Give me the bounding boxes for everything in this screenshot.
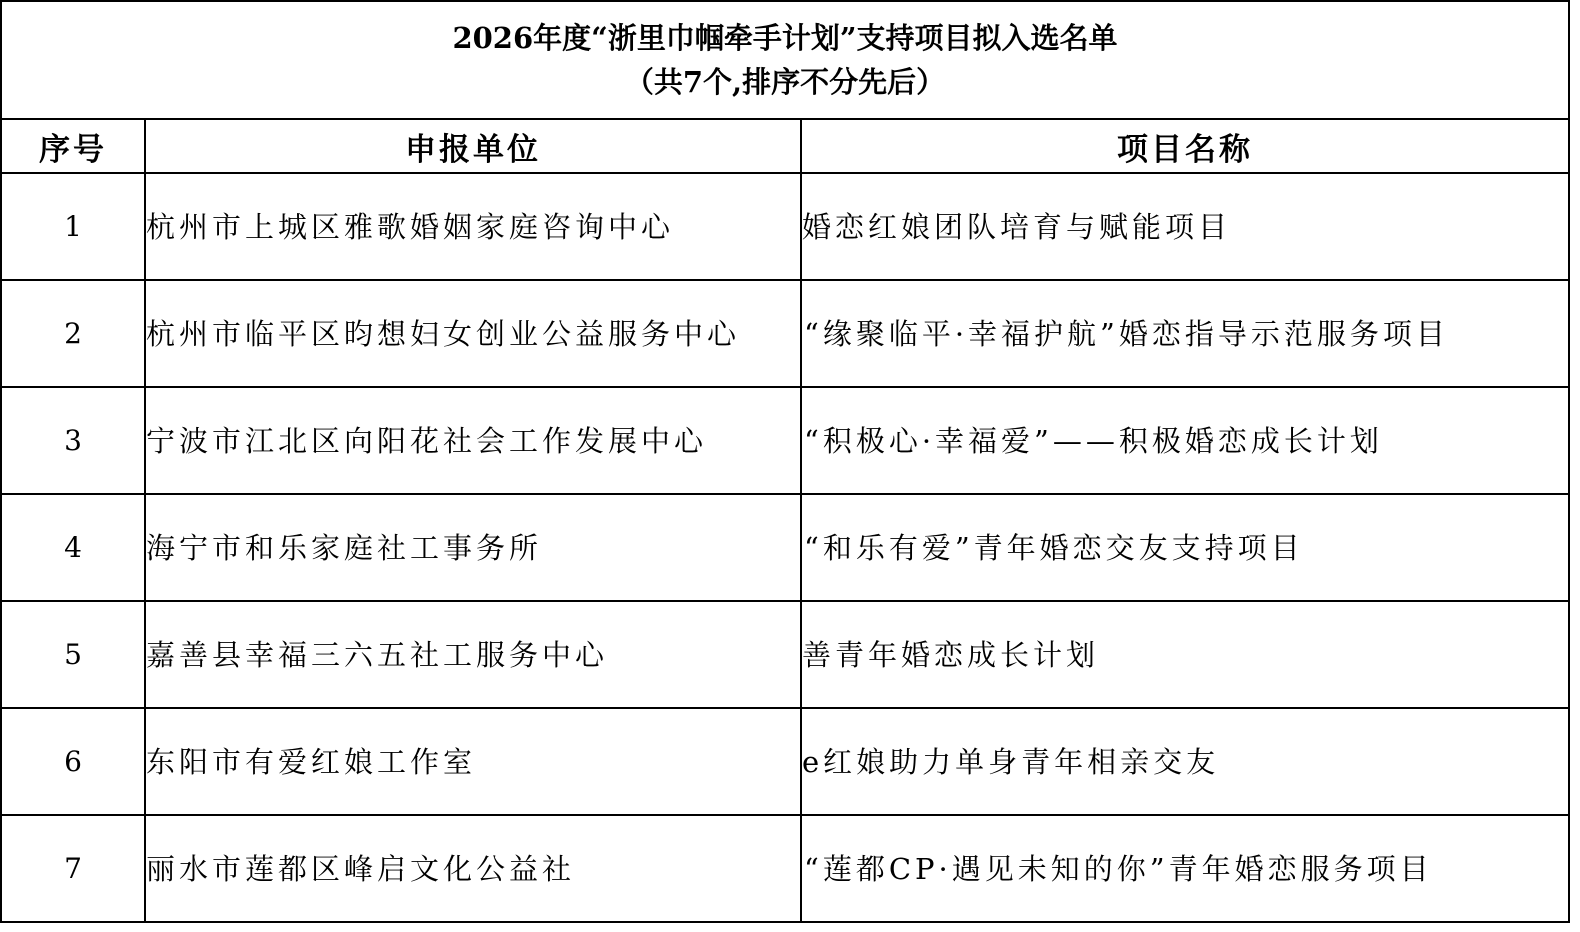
table-title [1, 1, 1569, 119]
table-row [1, 280, 1569, 387]
table-row [1, 387, 1569, 494]
row-index: 5 [1, 601, 145, 708]
title-line-note: （共7个,排序不分先后） [624, 65, 946, 99]
row-unit: 东阳市有爱红娘工作室 [145, 708, 801, 815]
row-index: 3 [1, 387, 145, 494]
row-index: 7 [1, 815, 145, 922]
row-index: 2 [1, 280, 145, 387]
row-project: “缘聚临平·幸福护航”婚恋指导示范服务项目 [801, 280, 1569, 387]
table-row [1, 708, 1569, 815]
header-index: 序号 [1, 119, 145, 173]
header-row [1, 119, 1569, 173]
row-project: “莲都CP·遇见未知的你”青年婚恋服务项目 [801, 815, 1569, 922]
table-row [1, 494, 1569, 601]
row-unit: 宁波市江北区向阳花社会工作发展中心 [145, 387, 801, 494]
table-row [1, 815, 1569, 922]
row-project: 善青年婚恋成长计划 [801, 601, 1569, 708]
row-index: 4 [1, 494, 145, 601]
row-project: “积极心·幸福爱”——积极婚恋成长计划 [801, 387, 1569, 494]
title-row [1, 1, 1569, 119]
table-row [1, 173, 1569, 280]
table-row [1, 601, 1569, 708]
header-unit: 申报单位 [145, 119, 801, 173]
row-index: 1 [1, 173, 145, 280]
row-project: e红娘助力单身青年相亲交友 [801, 708, 1569, 815]
row-index: 6 [1, 708, 145, 815]
row-unit: 丽水市莲都区峰启文化公益社 [145, 815, 801, 922]
row-unit: 海宁市和乐家庭社工事务所 [145, 494, 801, 601]
header-project: 项目名称 [801, 119, 1569, 173]
row-project: “和乐有爱”青年婚恋交友支持项目 [801, 494, 1569, 601]
row-unit: 嘉善县幸福三六五社工服务中心 [145, 601, 801, 708]
row-project: 婚恋红娘团队培育与赋能项目 [801, 173, 1569, 280]
title-line-main: 2026年度“浙里巾帼牵手计划”支持项目拟入选名单 [452, 21, 1118, 55]
row-unit: 杭州市上城区雅歌婚姻家庭咨询中心 [145, 173, 801, 280]
row-unit: 杭州市临平区昀想妇女创业公益服务中心 [145, 280, 801, 387]
